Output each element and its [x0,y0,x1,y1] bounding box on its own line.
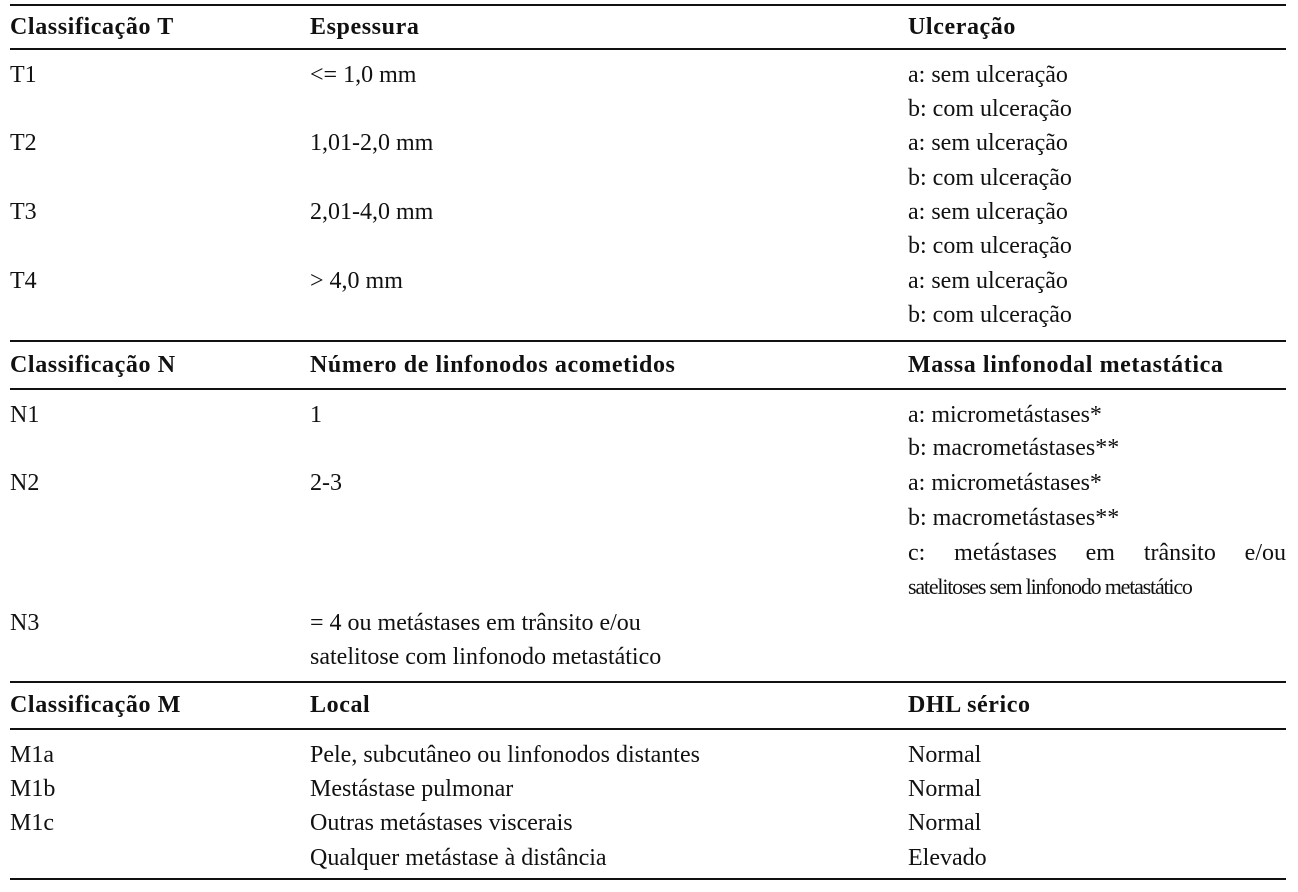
header-massa-linfonodal: Massa linfonodal metastática [908,352,1224,378]
n3-count-line-2: satelitose com linfonodo metastático [310,644,662,670]
n1-count: 1 [310,402,322,428]
t1-note-a: a: sem ulceração [908,62,1068,88]
n2-note-c: c: metástases em trânsito e/ou [908,540,1286,566]
header-numero-linfonodos: Número de linfonodos acometidos [310,352,676,378]
m1a-site: Pele, subcutâneo ou linfonodos distantes [310,742,700,768]
t4-thickness: > 4,0 mm [310,268,403,294]
n3-code: N3 [10,610,40,636]
m1c-site: Outras metástases viscerais [310,810,573,836]
t3-code: T3 [10,199,37,225]
header-dhl-serico: DHL sérico [908,692,1031,718]
n2-note-a: a: micrometástases* [908,470,1102,496]
header-rule-t [10,48,1286,50]
header-local: Local [310,692,371,718]
t3-note-a: a: sem ulceração [908,199,1068,225]
n1-code: N1 [10,402,40,428]
header-classificacao-n: Classificação N [10,352,176,378]
t1-thickness: <= 1,0 mm [310,62,417,88]
t2-note-b: b: com ulceração [908,165,1072,191]
m1c-elevated-dhl: Elevado [908,845,987,871]
t2-note-a: a: sem ulceração [908,130,1068,156]
header-ulceracao: Ulceração [908,14,1017,40]
n1-note-b: b: macrometástases** [908,435,1120,461]
section-rule-m [10,681,1286,683]
header-classificacao-m: Classificação M [10,692,181,718]
table-bottom-rule [10,878,1286,880]
n1-note-a: a: micrometástases* [908,402,1102,428]
m1a-dhl: Normal [908,742,982,768]
t1-note-b: b: com ulceração [908,96,1072,122]
header-espessura: Espessura [310,14,420,40]
m1b-code: M1b [10,776,56,802]
n2-note-b: b: macrometástases** [908,505,1120,531]
m1b-site: Mestástase pulmonar [310,776,514,802]
n2-note-c-continued: satelitoses sem linfonodo metastático [908,574,1192,599]
header-classificacao-t: Classificação T [10,14,174,40]
section-rule-n [10,340,1286,342]
m1c-elevated-site: Qualquer metástase à distância [310,845,607,871]
t1-code: T1 [10,62,37,88]
t4-note-b: b: com ulceração [908,302,1072,328]
t2-code: T2 [10,130,37,156]
m1a-code: M1a [10,742,54,768]
m1c-dhl: Normal [908,810,982,836]
n3-count-line-1: = 4 ou metástases em trânsito e/ou [310,610,641,636]
table-top-rule [10,4,1286,6]
m1b-dhl: Normal [908,776,982,802]
header-rule-m [10,728,1286,730]
t3-note-b: b: com ulceração [908,233,1072,259]
t3-thickness: 2,01-4,0 mm [310,199,434,225]
t4-code: T4 [10,268,37,294]
m1c-code: M1c [10,810,54,836]
n2-code: N2 [10,470,40,496]
header-rule-n [10,388,1286,390]
t2-thickness: 1,01-2,0 mm [310,130,434,156]
t4-note-a: a: sem ulceração [908,268,1068,294]
n2-count: 2-3 [310,470,342,496]
